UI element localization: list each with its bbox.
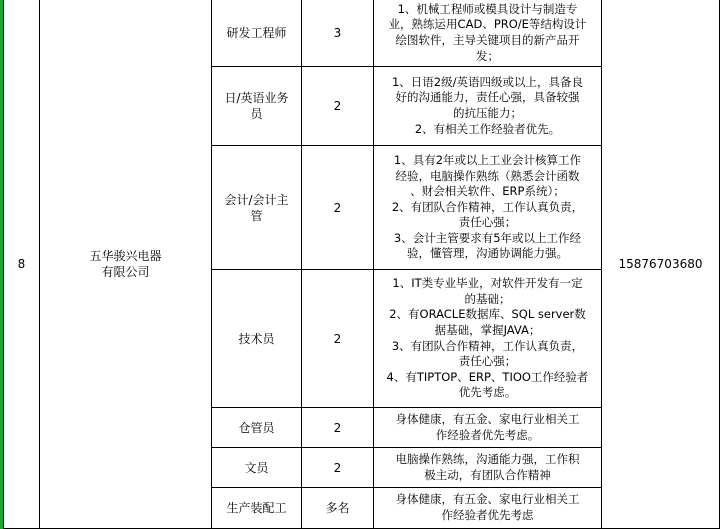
position-title-cell xyxy=(212,448,302,488)
position-requirements: 1、日语2级/英语四级或以上，具备良 好的沟通能力，责任心强，具备较强 的抗压能力； 2、有相关工作经验者优先。 xyxy=(391,74,583,136)
phone-cell xyxy=(602,0,720,529)
position-requirements-cell xyxy=(374,0,602,67)
position-title: 日/英语业务 员 xyxy=(224,91,289,121)
position-title: 文员 xyxy=(244,460,269,475)
position-count: 2 xyxy=(333,99,342,113)
position-title-cell xyxy=(212,0,302,67)
position-title: 会计/会计主 管 xyxy=(224,192,289,223)
position-title-cell xyxy=(212,146,302,270)
position-count-cell xyxy=(302,488,374,529)
position-requirements: 1、IT类专业毕业，对软件开发有一定 的基础； 2、有ORACLE数据库、SQL server数 据基础，掌握JAVA； 3、有团队合作精神，工作认真负责， 责任心强； 4、有TIPTOP、ERP、TIOO工作经验者 优先考虑。 xyxy=(386,276,589,400)
position-requirements: 1、机械工程师或模具设计与制造专 业，熟练运用CAD、PRO/E等结构设计 绘图软件，主导关键项目的新产品开 发； xyxy=(388,1,587,63)
position-count-cell xyxy=(302,0,374,67)
position-count-cell xyxy=(302,448,374,488)
position-requirements-cell xyxy=(374,146,602,270)
position-requirements-cell xyxy=(374,448,602,488)
company-cell xyxy=(40,0,212,529)
position-title: 仓管员 xyxy=(238,420,275,435)
position-requirements: 电脑操作熟练，沟通能力强，工作积 极主动，有团队合作精神 xyxy=(395,451,580,482)
position-title-cell xyxy=(212,488,302,529)
position-requirements: 1、具有2年或以上工业会计核算工作 经验，电脑操作熟练（熟悉会计函数 、财会相关软件、ERP系统）； 2、有团队合作精神，工作认真负责， 责任心强； 3、会计主管要求有5年或以上工作经 验，懂管理，沟通协调能力强。 xyxy=(391,152,584,261)
phone-number: 15876703680 xyxy=(618,257,703,271)
position-count-cell xyxy=(302,408,374,448)
position-title: 技术员 xyxy=(238,331,275,346)
position-count: 2 xyxy=(333,460,342,475)
company-name: 五华骏兴电器 有限公司 xyxy=(89,249,162,279)
position-count-cell xyxy=(302,270,374,408)
position-requirements-cell xyxy=(374,270,602,408)
position-title: 生产装配工 xyxy=(226,501,287,515)
position-requirements: 身体健康，有五金、家电行业相关工 作经验者优先考虑 xyxy=(395,492,580,522)
position-title: 研发工程师 xyxy=(226,26,287,40)
row-number-cell xyxy=(3,0,40,529)
position-requirements-cell xyxy=(374,488,602,529)
position-title-cell xyxy=(212,270,302,408)
position-count: 2 xyxy=(333,420,342,435)
position-requirements-cell xyxy=(374,408,602,448)
position-count: 多名 xyxy=(325,501,350,515)
position-count-cell xyxy=(302,67,374,146)
position-count: 2 xyxy=(333,200,342,215)
position-count: 2 xyxy=(333,331,342,346)
position-title-cell xyxy=(212,67,302,146)
row-number: 8 xyxy=(17,257,26,271)
position-title-cell xyxy=(212,408,302,448)
position-count-cell xyxy=(302,146,374,270)
position-requirements: 身体健康，有五金、家电行业相关工 作经验者优先考虑。 xyxy=(395,411,580,442)
position-requirements-cell xyxy=(374,67,602,146)
position-count: 3 xyxy=(333,26,342,40)
